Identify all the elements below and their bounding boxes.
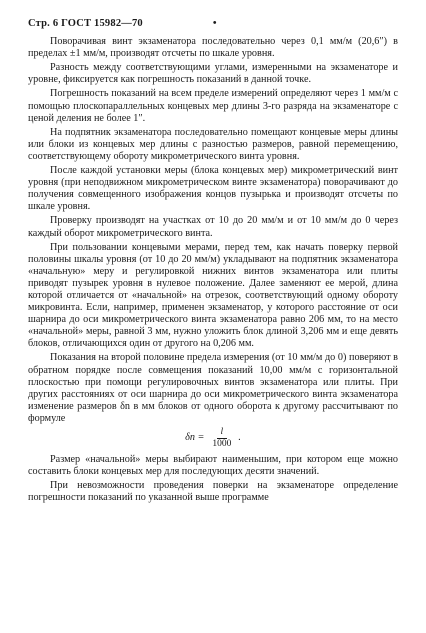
paragraph-2: Разность между соответствующими углами, измеренными на экзаменаторе и уровне, фиксируется как погрешность показаний в данной точке. bbox=[28, 62, 398, 86]
paragraph-4: На подпятник экзаменатора последовательно помещают концевые меры длины или блоки из концевых мер длины с разностью размеров, равной перемещению, соответствующему обороту микрометрического винта уровня. bbox=[28, 126, 398, 162]
header-mark: • bbox=[212, 18, 217, 29]
page-header-title: Стр. 6 ГОСТ 15982—70 bbox=[28, 18, 143, 29]
formula-tail: . bbox=[238, 432, 241, 444]
formula-denominator: 1000 bbox=[212, 439, 232, 449]
paragraph-8: Показания на второй половине предела измерения (от 10 мм/м до 0) поверяют в обратном порядке после совмещения показаний 10,00 мм/м с горизонтальной плоскостью при помощи регулировочных винтов экзаменатора или плиты. При других расстояниях от оси шарнира до оси микрометрического винта экзаменатора изменение размеров δn в мм блоков от одного оборота к другому рассчитывают по формуле bbox=[28, 352, 398, 424]
paragraph-10: При невозможности проведения поверки на экзаменаторе определение погрешности показаний по указанной выше программе bbox=[28, 480, 398, 504]
page-header bbox=[28, 18, 398, 30]
paragraph-9: Размер «начальной» меры выбирают наименьшим, при котором еще можно составить блоки концевых мер для последующих десяти значений. bbox=[28, 454, 398, 478]
paragraph-1: Поворачивая винт экзаменатора последовательно через 0,1 мм/м (20,6″) в пределах ±1 мм/м, производят отсчеты по шкале уровня. bbox=[28, 36, 398, 60]
formula-numerator: l bbox=[217, 427, 228, 439]
paragraph-6: Проверку производят на участках от 10 до 20 мм/м и от 10 мм/м до 0 через каждый оборот микрометрического винта. bbox=[28, 215, 398, 239]
formula bbox=[28, 427, 398, 450]
paragraph-3: Погрешность показаний на всем пределе измерений определяют через 1 мм/м с помощью плоскопараллельных концевых мер длины 3-го разряда на экзаменаторе с ценой деления не более 1″. bbox=[28, 88, 398, 124]
paragraph-5: После каждой установки меры (блока концевых мер) микрометрический винт уровня (при неподвижном микрометрическом винте экзаменатора) поворачивают до получения совмещенного изображения концов пузырька и производят отсчеты по шкале уровня. bbox=[28, 165, 398, 213]
formula-fraction bbox=[208, 427, 235, 450]
paragraph-7: При пользовании концевыми мерами, перед тем, как начать поверку первой половины шкалы уровня (от 10 до 20 мм/м) укладывают на подпятник экзаменатора «начальную» меру и регулировкой нижних винтов экзаменатора или плиты приводят пузырек уровня в нулевое положение. Далее заменяют ее мерой, длина которой отличается от «начальной» на отрезок, соответствующий одному обороту микровинта. Если, например, применен экзаменатор, у которого расстояние от оси шарнира до оси микрометрического винта экзаменатора равно 206 мм, то на место «начальной» меры, равной 3 мм, нужно уложить блок длиной 3,206 мм и еще девять блоков, отличающихся один от другого на 0,206 мм. bbox=[28, 241, 398, 350]
formula-lhs: δn = bbox=[185, 432, 205, 444]
